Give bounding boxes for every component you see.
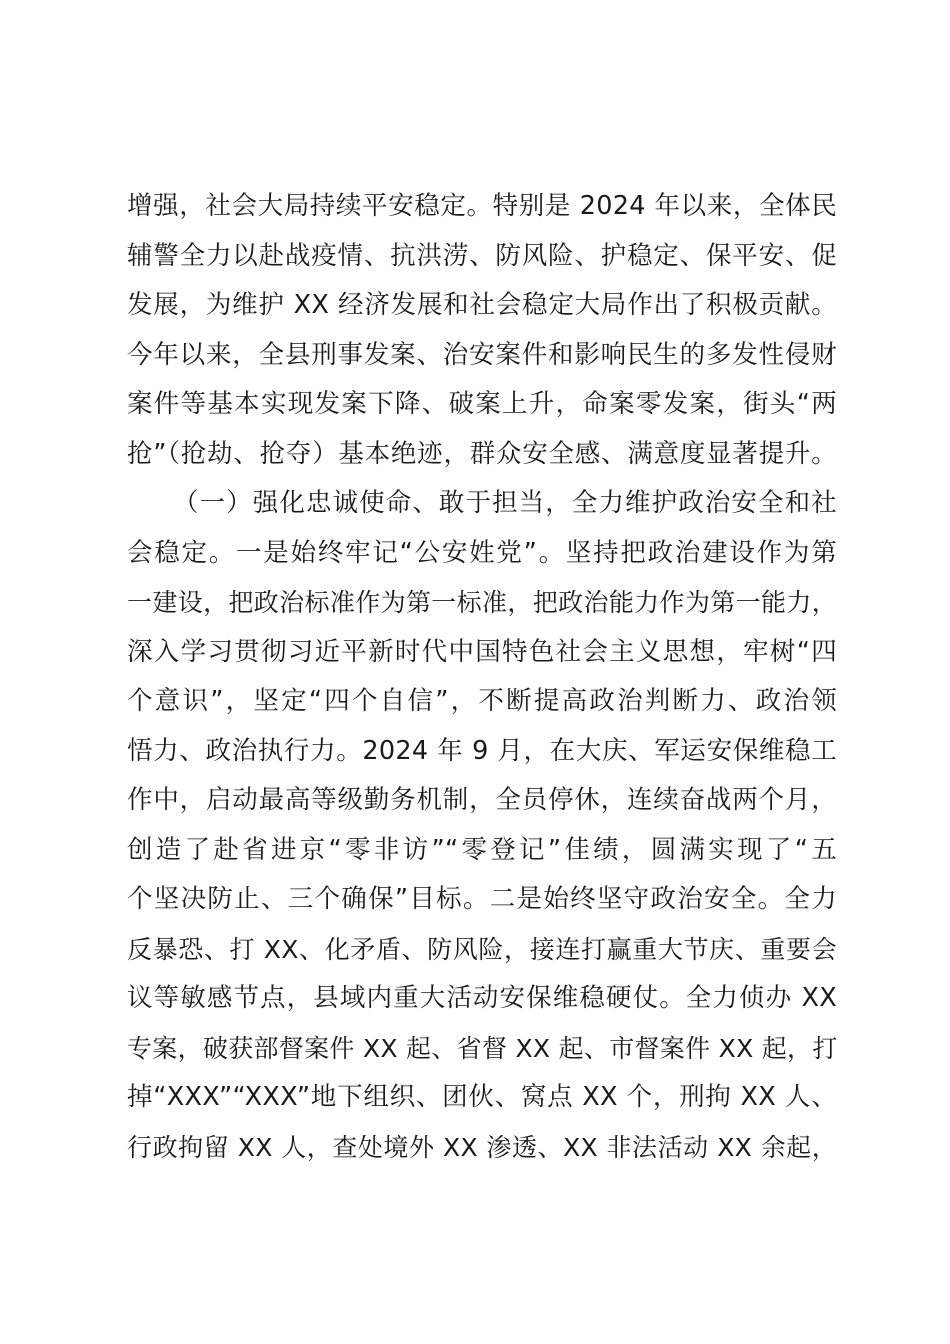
body-line: 发展，为维护 XX 经济发展和社会稳定大局作出了积极贡献。: [127, 290, 837, 320]
body-line: 一建设，把政治标准作为第一标准，把政治能力作为第一能力，: [127, 588, 837, 617]
body-line: 行政拘留 XX 人，查处境外 XX 渗透、XX 非法活动 XX 余起，: [127, 1132, 837, 1162]
body-line: 掉“XXX”“XXX”地下组织、团伙、窝点 XX 个，刑拘 XX 人、: [127, 1082, 837, 1112]
body-line: 作中，启动最高等级勤务机制，全员停休，连续奋战两个月，: [127, 785, 837, 815]
body-line: 反暴恐、打 XX、化矛盾、防风险，接连打赢重大节庆、重要会: [127, 934, 837, 964]
body-line: 议等敏感节点，县域内重大活动安保维稳硬仗。全力侦办 XX: [127, 983, 837, 1013]
body-line: 辅警全力以赴战疫情、抗洪涝、防风险、护稳定、保平安、促: [127, 240, 837, 271]
body-line: 专案，破获部督案件 XX 起、省督 XX 起、市督案件 XX 起，打: [127, 1033, 838, 1063]
body-line: 创造了赴省进京“零非访”“零登记”佳绩，圆满实现了“五: [127, 834, 837, 865]
body-line: 深入学习贯彻习近平新时代中国特色社会主义思想，牢树“四: [127, 636, 837, 667]
body-line: 抢”（抢劫、抢夺）基本绝迹，群众安全感、满意度显著提升。: [127, 438, 837, 469]
body-line: 会稳定。一是始终牢记“公安姓党”。坚持把政治建设作为第: [127, 537, 837, 568]
body-line: 案件等基本实现发案下降、破案上升，命案零发案，街头“两: [127, 389, 837, 419]
body-line: 个坚决防止、三个确保”目标。二是始终坚守政治安全。全力: [127, 884, 837, 914]
body-line: 悟力、政治执行力。2024 年 9 月，在大庆、军运安保维稳工: [127, 735, 837, 766]
document-body: [127, 182, 837, 1172]
section-heading-line: （一）强化忠诚使命、敢于担当，全力维护政治安全和社: [173, 488, 837, 518]
body-line: 今年以来，全县刑事发案、治安案件和影响民生的多发性侵财: [127, 339, 837, 370]
body-line: 增强，社会大局持续平安稳定。特别是 2024 年以来，全体民: [127, 191, 837, 221]
body-line: 个意识”，坚定“四个自信”，不断提高政治判断力、政治领: [127, 686, 837, 716]
